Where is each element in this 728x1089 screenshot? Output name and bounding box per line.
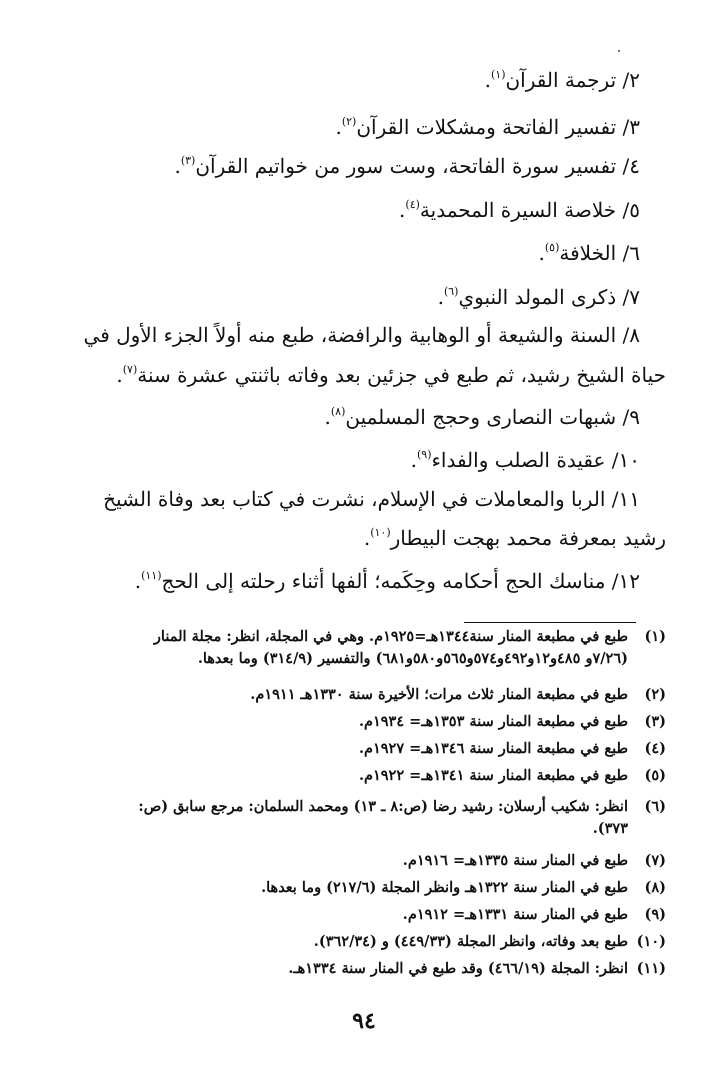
list-item: ٥/ خلاصة السيرة المحمدية$^{(٤)}$.: [399, 198, 640, 222]
footnote: (١١)انظر: المجلة (٤٦٦/١٩) وقد طبع في المنار سنة ١٣٣٤هـ.: [288, 960, 666, 977]
list-item: ٣/ تفسير الفاتحة ومشكلات القرآن$^{(٢)}$.: [335, 115, 640, 139]
footnote: (٥)طبع في مطبعة المنار سنة ١٣٤١هـ= ١٩٢٢م.: [358, 767, 666, 784]
list-item-continuation: حياة الشيخ رشيد، ثم طبع في جزئين بعد وفاته باثنتي عشرة سنة$^{(٧)}$.: [116, 363, 666, 387]
list-item-continuation: رشيد بمعرفة محمد بهجت البيطار$^{(١٠)}$.: [363, 526, 666, 550]
list-item: ١٠/ عقيدة الصلب والفداء$^{(٩)}$.: [410, 448, 640, 472]
footnote-ref[interactable]: (٧): [122, 363, 138, 376]
footnote-ref[interactable]: (٢): [341, 115, 357, 128]
footnote-ref[interactable]: (١٠): [370, 526, 391, 539]
footnote: (٦)انظر: شكيب أرسلان: رشيد رضا (ص:٨ ـ ١٣) ومحمد السلمان: مرجع سابق (ص: ٣٧٣).: [138, 798, 666, 837]
list-item: ٩/ شبهات النصارى وحجج المسلمين$^{(٨)}$.: [324, 405, 640, 429]
footnote: (٣)طبع في مطبعة المنار سنة ١٣٥٣هـ= ١٩٣٤م.: [358, 713, 666, 730]
footnote: (١)طبع في مطبعة المنار سنة١٣٤٤هـ=١٩٢٥م. وهي في المجلة، انظر: مجلة المنار (٧/٢٦و ٤٨٥و١٢و٤٩٢و٥٧٤و٥٦٥و٥٨٠و٦٨١) والتفسير (٣١٤/٩) وما بعدها.: [153, 628, 666, 667]
list-item: ١٢/ مناسك الحج أحكامه وحِكَمه؛ ألفها أثناء رحلته إلى الحج$^{(١١)}$.: [134, 569, 640, 593]
page-number: ٩٤: [352, 1008, 376, 1034]
footnote: (١٠)طبع بعد وفاته، وانظر المجلة (٤٤٩/٣٣) و (٣٦٢/٣٤).: [313, 933, 666, 950]
list-item: ٢/ ترجمة القرآن$^{(١)}$.: [484, 68, 640, 92]
footnote: (٩)طبع في المنار سنة ١٣٣١هـ= ١٩١٢م.: [402, 906, 666, 923]
footnote-ref[interactable]: (٩): [416, 448, 432, 461]
footnote: (٤)طبع في مطبعة المنار سنة ١٣٤٦هـ= ١٩٢٧م.: [358, 740, 666, 757]
footnote-ref[interactable]: (١): [490, 68, 506, 81]
footnote-separator: [464, 622, 636, 623]
footnote-ref[interactable]: (١١): [141, 569, 162, 582]
list-item: ٧/ ذكرى المولد النبوي$^{(٦)}$.: [437, 285, 640, 309]
footnote: (٢)طبع في مطبعة المنار ثلاث مرات؛ الأخيرة سنة ١٣٣٠هـ ١٩١١م.: [250, 686, 666, 703]
footnote-ref[interactable]: (٥): [544, 241, 560, 254]
list-item: ٤/ تفسير سورة الفاتحة، وست سور من خواتيم القرآن$^{(٣)}$.: [174, 154, 640, 178]
list-item: ٦/ الخلافة$^{(٥)}$.: [538, 241, 640, 265]
list-item: ١١/ الربا والمعاملات في الإسلام، نشرت في كتاب بعد وفاة الشيخ: [103, 487, 640, 511]
footnote-ref[interactable]: (٨): [330, 405, 346, 418]
list-item: ٨/ السنة والشيعة أو الوهابية والرافضة، طبع منه أولاً الجزء الأول في: [83, 323, 640, 347]
footnote-ref[interactable]: (٤): [405, 198, 420, 211]
footnote-ref[interactable]: (٣): [180, 154, 196, 167]
footnote: (٧)طبع في المنار سنة ١٣٣٥هـ= ١٩١٦م.: [402, 852, 666, 869]
footnote: (٨)طبع في المنار سنة ١٣٢٢هـ وانظر المجلة (٢١٧/٦) وما بعدها.: [261, 879, 666, 896]
speck: [618, 50, 620, 52]
footnote-ref[interactable]: (٦): [443, 285, 459, 298]
